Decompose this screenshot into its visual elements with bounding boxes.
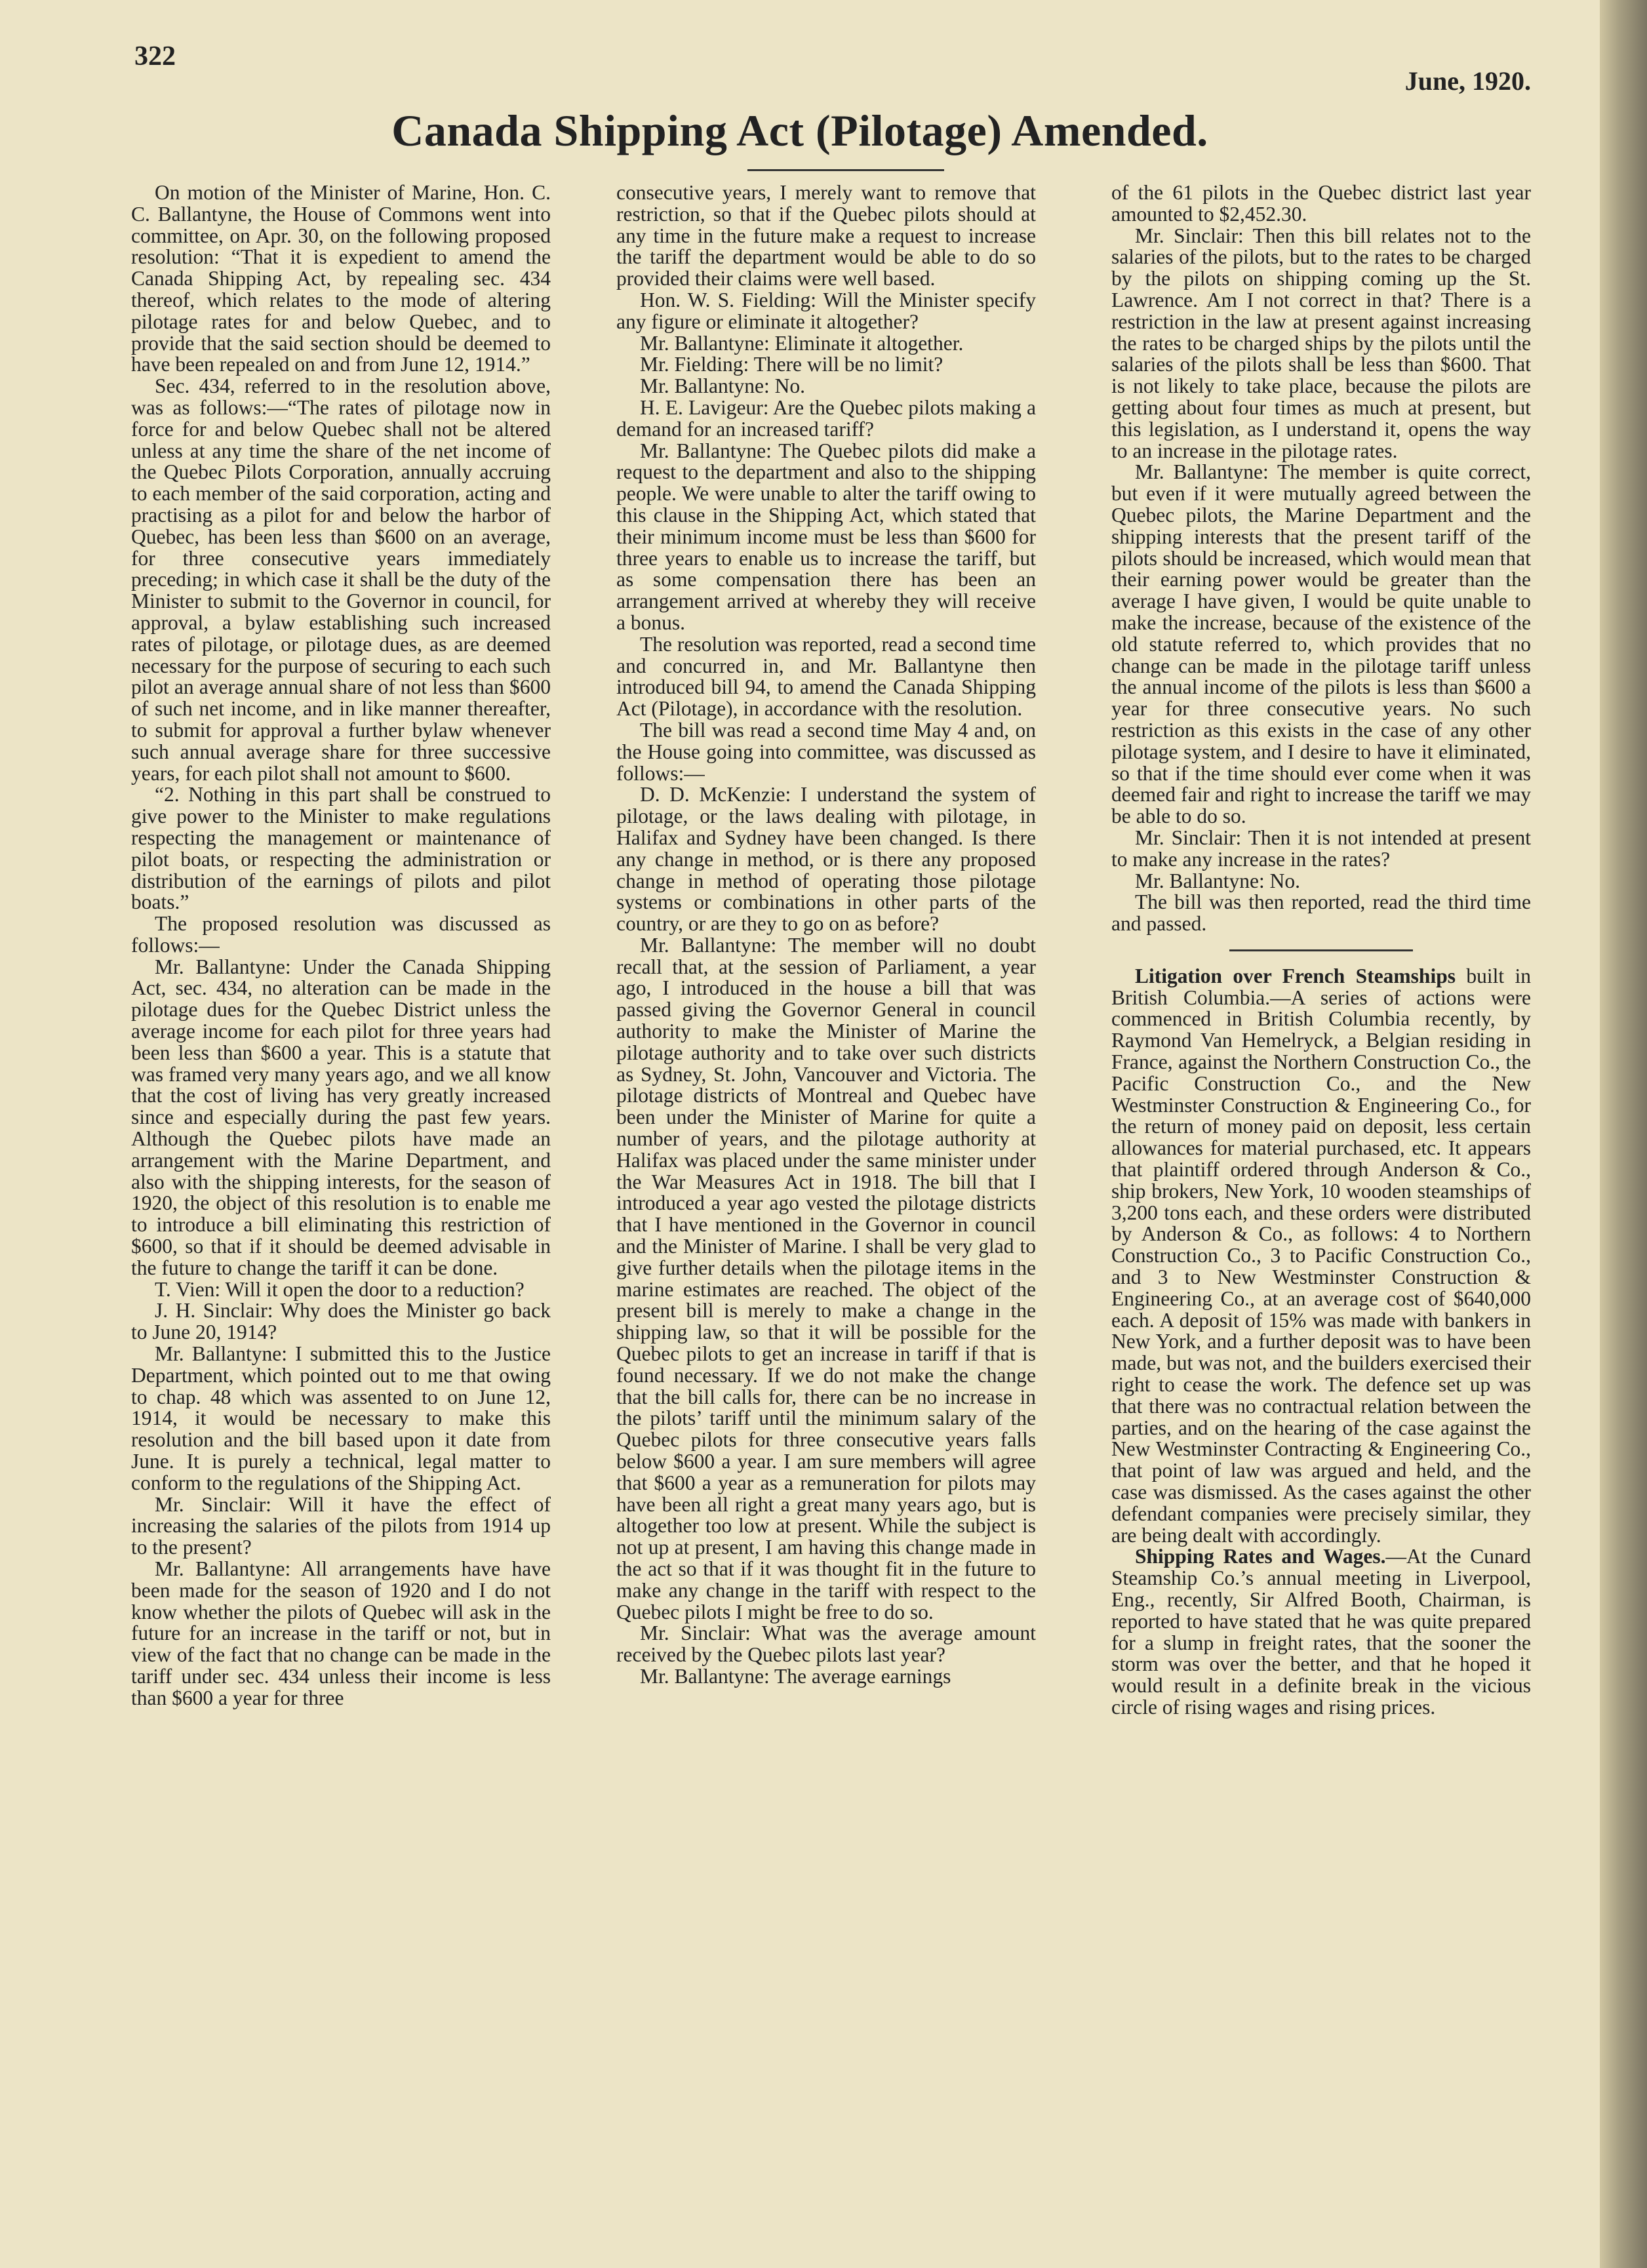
paragraph: Mr. Ballantyne: The member will no doubt recall that, at the session of Parliament, a year ago, I introduced in the house a bill that was passed giving the Governor General in council authority to make the Minister of Marine the pilotage authority and to take over such districts as Sydney, St. John, Vancouver and Victoria. The pilotage districts of Montreal and Quebec have been under the Minister of Marine for quite a number of years, and the pilotage authority at Halifax was placed under the same minister under the War Measures Act in 1918. The bill that I introduced a year ago vested the pilotage districts that I have mentioned in the Governor in council and the Minister of Marine. I shall be very glad to give further details when the pilotage items in the marine estimates are reached. The object of the present bill is merely to make a change in the shipping law, so that it will be possible for the Quebec pilots to get an increase in tariff if that is found necessary. If we do not make the change that the bill calls for, there can be no increase in the pilots’ tariff until the minimum salary of the Quebec pilots for three consecutive years falls below $600 a year. I am sure members will agree that $600 a year as a remuneration for pilots may have been all right a great many years ago, but is altogether too low at present. While the subject is not up at present, I am having this change made in the act so that if it was thought fit in the future to make any change in the tariff with respect to the Quebec pilots I might be free to do so. [616, 933, 1036, 1623]
paragraph: Sec. 434, referred to in the resolution above, was as follows:—“The rates of pilotage now in force for and below Quebec shall not be altered unless at any time the share of the net income of the Quebec Pilots Corporation, annually accruing to each member of the said corporation, acting and practising as a pilot for and below the harbor of Quebec, has been less than $600 on an average, for three consecutive years immediately preceding; in which case it shall be the duty of the Minister to submit to the Governor in council, for approval, a bylaw establishing such increased rates of pilotage, or pilotage dues, as are deemed necessary for the purpose of securing to each such pilot an average annual share of not less than $600 of such net income, and in like manner thereafter, to submit for approval a further bylaw whenever such annual average share for three successive years, for each pilot shall not amount to $600. [131, 374, 551, 785]
paragraph: The proposed resolution was discussed as follows:— [131, 912, 551, 957]
section-divider [1229, 949, 1413, 951]
paragraph: Mr. Sinclair: What was the average amount received by the Quebec pilots last year? [616, 1621, 1036, 1667]
title-rule [747, 169, 944, 171]
paragraph: Mr. Ballantyne: No. [640, 374, 805, 398]
paragraph: The bill was then reported, read the third time and passed. [1111, 890, 1531, 936]
book-spine [1600, 0, 1647, 2268]
paragraph: The resolution was reported, read a second time and concurred in, and Mr. Ballantyne then introduced bill 94, to amend the Canada Shipping Act (Pilotage), in accordance with the resolution. [616, 632, 1036, 721]
litigation-text: built in British Columbia.—A series of actions were commenced in British Columbia recently, by Raymond Van Hemelryck, a Belgian residing in France, against the Northern Construction Co., the Pacific Construction Co., and the New Westminster Construction & Engineering Co., for the return of money paid on deposit, less certain allowances for material purchased, etc. It appears that plaintiff ordered through Anderson & Co., ship brokers, New York, 10 wooden steamships of 3,200 tons each, and these orders were distributed by Anderson & Co., as follows: 4 to Northern Construction Co., 3 to Pacific Construction Co., and 3 to New Westminster Construction & Engineering Co., at an average cost of $640,000 each. A deposit of 15% was made with bankers in New York, and a further deposit was to have been made, but was not, and the builders exercised their right to cease the work. The defence set up was that there was no contractual relation between the parties, and on the hearing of the case against the New Westminster Contracting & Engineering Co., that point of law was argued and held, and the case was dismissed. As the cases against the other defendant companies were precisely similar, they are being dealt with accordingly. [1111, 964, 1531, 1547]
paragraph: Mr. Sinclair: Then this bill relates not to the salaries of the pilots, but to the rates to be charged by the pilots on shipping coming up the St. Lawrence. Am I not correct in that? There is a restriction in the law at present against increasing the rates to be charged ships by the pilots until the salaries of the pilots shall be less than $600. That is not likely to take place, because the pilots are getting about four times as much at present, but this legislation, as I understand it, opens the way to an increase in the pilotage rates. [1111, 224, 1531, 462]
paragraph: Mr. Sinclair: Will it have the effect of increasing the salaries of the pilots from 1914 up to the present? [131, 1492, 551, 1559]
paragraph: J. H. Sinclair: Why does the Minister go back to June 20, 1914? [131, 1299, 551, 1344]
paragraph: Mr. Fielding: There will be no limit? [640, 353, 943, 376]
paragraph: of the 61 pilots in the Quebec district last year amounted to $2,452.30. [1111, 181, 1531, 226]
paragraph: D. D. McKenzie: I understand the system of pilotage, or the laws dealing with pilotage, in Halifax and Sydney have been changed. Is there any change in method, or is there any proposed change in method of operating those pilotage systems or combinations in other parts of the country, or are they to go on as before? [616, 783, 1036, 936]
paragraph: Mr. Ballantyne: Under the Canada Shipping Act, sec. 434, no alteration can be made in the pilotage dues for the Quebec District unless the average income for each pilot for three years had been less than $600 a year. This is a statute that was framed very many years ago, and we all know that the cost of living has very greatly increased since and especially during the past few years. Although the Quebec pilots have made an arrangement with the Marine Department, and also with the shipping interests, for the season of 1920, the object of this resolution is to enable me to introduce a bill eliminating this restriction of $600, so that if it should be deemed advisable in the future to change the tariff it can be done. [131, 955, 551, 1279]
shipping-item [1111, 1546, 1531, 1718]
page-number: 322 [134, 41, 176, 71]
article-title: Canada Shipping Act (Pilotage) Amended. [391, 106, 1208, 155]
issue-date: June, 1920. [1404, 66, 1531, 96]
paragraph: H. E. Lavigeur: Are the Quebec pilots making a demand for an increased tariff? [616, 395, 1036, 441]
paragraph: Mr. Ballantyne: All arrangements have have been made for the season of 1920 and I do not know whether the pilots of Quebec will ask in the future for an increase in the tariff or not, but in view of the fact that no change can be made in the tariff under sec. 434 unless their income is less than $600 a year for three [131, 1557, 551, 1709]
paragraph: On motion of the Minister of Marine, Hon. C. C. Ballantyne, the House of Commons went into committee, on Apr. 30, on the following proposed resolution: “That it is expedient to amend the Canada Shipping Act, by repealing sec. 434 thereof, which relates to the mode of altering pilotage rates for and below Quebec, and to provide that the said section should be deemed to have been repealed on and from June 12, 1914.” [131, 181, 551, 376]
paragraph: Mr. Ballantyne: Eliminate it altogether. [640, 331, 964, 355]
shipping-heading: Shipping Rates and Wages. [1135, 1545, 1386, 1568]
paragraph: Mr. Ballantyne: The member is quite correct, but even if it were mutually agreed between the Quebec pilots, the Marine Department and the shipping interests that the present tariff of the pilots should be increased, which would mean that their earning power would be greater than the average I have given, I would be quite unable to make the increase, because of the existence of the old statute referred to, which provides that no change can be made in the pilotage tariff unless the annual income of the pilots is less than $600 a year for three consecutive years. No such restriction as this exists in the case of any other pilotage system, and I desire to have it eliminated, so that if the time should ever come when it was deemed fair and right to increase the tariff we may be able to do so. [1111, 460, 1531, 828]
paragraph: Mr. Ballantyne: The average earnings [640, 1664, 951, 1688]
paragraph: The bill was read a second time May 4 and, on the House going into committee, was discussed as follows:— [616, 718, 1036, 785]
paragraph: Mr. Sinclair: Then it is not intended at present to make any increase in the rates? [1111, 826, 1531, 871]
paragraph: Hon. W. S. Fielding: Will the Minister specify any figure or eliminate it altogether? [616, 288, 1036, 333]
paragraph: “2. Nothing in this part shall be construed to give power to the Minister to make regulations respecting the management or maintenance of pilot boats, or respecting the administration or distribution of the earnings of pilots and pilot boats.” [131, 783, 551, 914]
shipping-text: —At the Cunard Steamship Co.’s annual meeting in Liverpool, Eng., recently, Sir Alfred Booth, Chairman, is reported to have stated that he was quite prepared for a slump in freight rates, that the sooner the storm was over the better, and that he hoped it would result in a definite break in the vicious circle of rising wages and rising prices. [1111, 1545, 1532, 1719]
paragraph: Mr. Ballantyne: The Quebec pilots did make a request to the department and also to the shipping people. We were unable to alter the tariff owing to this clause in the Shipping Act, which stated that their minimum income must be less than $600 for three years to enable us to increase the tariff, but as some compensation there has been an arrangement arrived at whereby they will receive a bonus. [616, 439, 1036, 634]
paragraph: consecutive years, I merely want to remove that restriction, so that if the Quebec pilots should at any time in the future make a request to increase the tariff the department would be able to do so provided their claims were well based. [616, 181, 1036, 290]
paragraph: Mr. Ballantyne: No. [1135, 869, 1300, 892]
column-2 [616, 182, 1036, 1688]
column-1 [131, 182, 551, 1709]
column-3 [1111, 182, 1531, 1719]
litigation-item [1111, 966, 1531, 1547]
litigation-heading: Litigation over French Steamships [1135, 964, 1456, 987]
paragraph: Mr. Ballantyne: I submitted this to the Justice Department, which pointed out to me that owing to chap. 48 which was assented to on June 12, 1914, it would be necessary to make this resolution and the bill based upon it date from June. It is purely a technical, legal matter to conform to the regulations of the Shipping Act. [131, 1342, 551, 1494]
paragraph: T. Vien: Will it open the door to a reduction? [155, 1277, 525, 1301]
